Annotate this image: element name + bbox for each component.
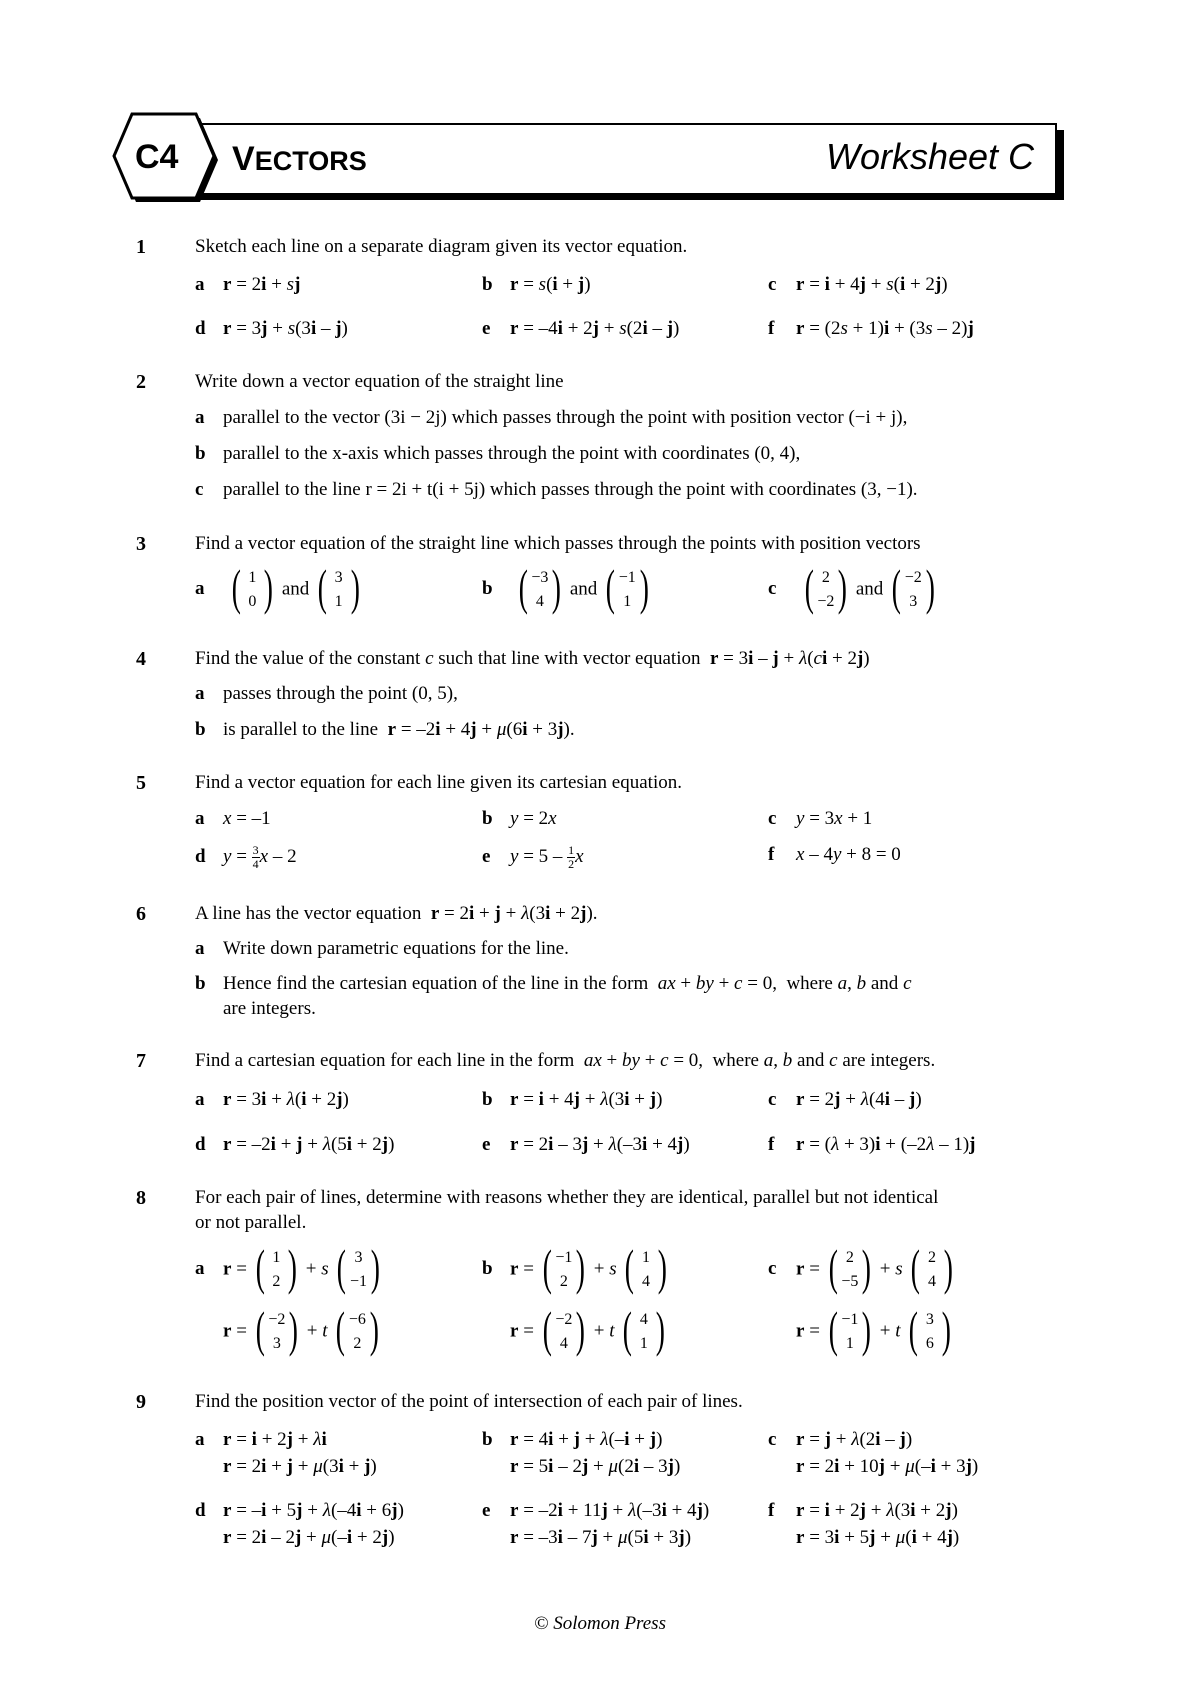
question-number: 9 xyxy=(136,1391,146,1413)
part-9f-line2: r = 3i + 5j + μ(i + 4j) xyxy=(796,1527,960,1548)
part-9f: f r = i + 2j + λ(3i + 2j) xyxy=(768,1500,958,1521)
question-text: Find a cartesian equation for each line in the form ax + by + c = 0, where a, b and c are integers. xyxy=(195,1050,936,1071)
part-8a-line2: r = ( −2 3 ) + t ( −6 2 ) xyxy=(223,1301,379,1357)
part-7b: b r = i + 4j + λ(3i + j) xyxy=(482,1089,663,1110)
question-number: 3 xyxy=(136,533,146,555)
part-1e: e r = –4i + 2j + s(2i – j) xyxy=(482,318,680,339)
part-9d: d r = –i + 5j + λ(–4i + 6j) xyxy=(195,1500,404,1521)
part-9d-line2: r = 2i – 2j + μ(–i + 2j) xyxy=(223,1527,395,1548)
worksheet-label: Worksheet C xyxy=(826,136,1035,177)
part-3b: b ( −3 4 ) and ( −1 1 ) xyxy=(482,559,649,615)
part-2c: c parallel to the line r = 2i + t(i + 5j) which passes through the point with coordinates (3, −1). xyxy=(195,479,918,500)
question-number: 2 xyxy=(136,371,146,393)
part-7f: f r = (λ + 3)i + (–2λ – 1)j xyxy=(768,1134,976,1155)
part-3c: c ( 2 −2 ) and ( −2 3 ) xyxy=(768,559,935,615)
part-8b-line2: r = ( −2 4 ) + t ( 4 1 ) xyxy=(510,1301,665,1357)
part-5f: f x – 4y + 8 = 0 xyxy=(768,844,901,865)
question-number: 6 xyxy=(136,903,146,925)
question-text: A line has the vector equation r = 2i + j + λ(3i + 2j). xyxy=(195,903,598,924)
part-9c: c r = j + λ(2i – j) xyxy=(768,1429,913,1450)
part-7d: d r = –2i + j + λ(5i + 2j) xyxy=(195,1134,395,1155)
part-8b-line1: b r = ( −1 2 ) + s ( 1 4 ) xyxy=(482,1239,667,1295)
part-9a: a r = i + 2j + λi xyxy=(195,1429,327,1450)
part-5d: d y = $\frac{3}{4}$ x – 2 xyxy=(195,843,297,871)
part-5a: a x = –1 xyxy=(195,808,271,829)
question-text: Find a vector equation of the straight line which passes through the points with position vectors xyxy=(195,533,921,554)
part-2a: a parallel to the vector (3i − 2j) which passes through the point with position vector (−i + j), xyxy=(195,407,908,428)
question-text: Write down a vector equation of the straight line xyxy=(195,371,564,392)
part-4b: b is parallel to the line r = –2i + 4j + μ(6i + 3j). xyxy=(195,719,575,740)
part-5e: e y = 5 – $\frac{1}{2}$ x xyxy=(482,843,584,871)
question-number: 8 xyxy=(136,1187,146,1209)
part-7e: e r = 2i – 3j + λ(–3i + 4j) xyxy=(482,1134,690,1155)
part-7a: a r = 3i + λ(i + 2j) xyxy=(195,1089,349,1110)
part-9e: e r = –2i + 11j + λ(–3i + 4j) xyxy=(482,1500,710,1521)
part-8c-line1: c r = ( 2 −5 ) + s ( 2 4 ) xyxy=(768,1239,953,1295)
part-1f: f r = (2s + 1)i + (3s – 2)j xyxy=(768,318,974,339)
question-text: Find the value of the constant c such that line with vector equation r = 3i – j + λ(ci + 2j) xyxy=(195,648,870,669)
part-1d: d r = 3j + s(3i – j) xyxy=(195,318,348,339)
part-9e-line2: r = –3i – 7j + μ(5i + 3j) xyxy=(510,1527,692,1548)
part-9b: b r = 4i + j + λ(–i + j) xyxy=(482,1429,663,1450)
part-8c-line2: r = ( −1 1 ) + t ( 3 6 ) xyxy=(796,1301,951,1357)
question-text: Sketch each line on a separate diagram given its vector equation. xyxy=(195,236,688,257)
question-text-cont: or not parallel. xyxy=(195,1212,307,1233)
part-6a: a Write down parametric equations for the line. xyxy=(195,938,569,959)
part-1a: a r = 2i + sj xyxy=(195,274,301,295)
question-number: 7 xyxy=(136,1050,146,1072)
part-1c: c r = i + 4j + s(i + 2j) xyxy=(768,274,948,295)
part-2b: b parallel to the x-axis which passes through the point with coordinates (0, 4), xyxy=(195,443,801,464)
question-number: 5 xyxy=(136,772,146,794)
chapter-code: C4 xyxy=(135,138,179,176)
part-5b: b y = 2x xyxy=(482,808,557,829)
part-1b: b r = s(i + j) xyxy=(482,274,591,295)
copyright-footer: © Solomon Press xyxy=(534,1613,666,1634)
part-6b-cont: are integers. xyxy=(223,998,316,1019)
part-7c: c r = 2j + λ(4i – j) xyxy=(768,1089,922,1110)
question-text: Find a vector equation for each line given its cartesian equation. xyxy=(195,772,682,793)
part-5c: c y = 3x + 1 xyxy=(768,808,873,829)
part-6b: b Hence find the cartesian equation of the line in the form ax + by + c = 0, where a, b and c xyxy=(195,973,912,994)
part-9b-line2: r = 5i – 2j + μ(2i – 3j) xyxy=(510,1456,681,1477)
question-number: 4 xyxy=(136,648,146,670)
question-text: For each pair of lines, determine with reasons whether they are identical, parallel but not identical xyxy=(195,1187,939,1208)
part-8a-line1: a r = ( 1 2 ) + s ( 3 −1 ) xyxy=(195,1239,380,1295)
part-3a: a ( 1 0 ) and ( 3 1 ) xyxy=(195,559,360,615)
part-9a-line2: r = 2i + j + μ(3i + j) xyxy=(223,1456,377,1477)
part-4a: a passes through the point (0, 5), xyxy=(195,683,458,704)
question-number: 1 xyxy=(136,236,146,258)
part-9c-line2: r = 2i + 10j + μ(–i + 3j) xyxy=(796,1456,979,1477)
chapter-title: VECTORS xyxy=(232,140,367,178)
question-text: Find the position vector of the point of intersection of each pair of lines. xyxy=(195,1391,743,1412)
